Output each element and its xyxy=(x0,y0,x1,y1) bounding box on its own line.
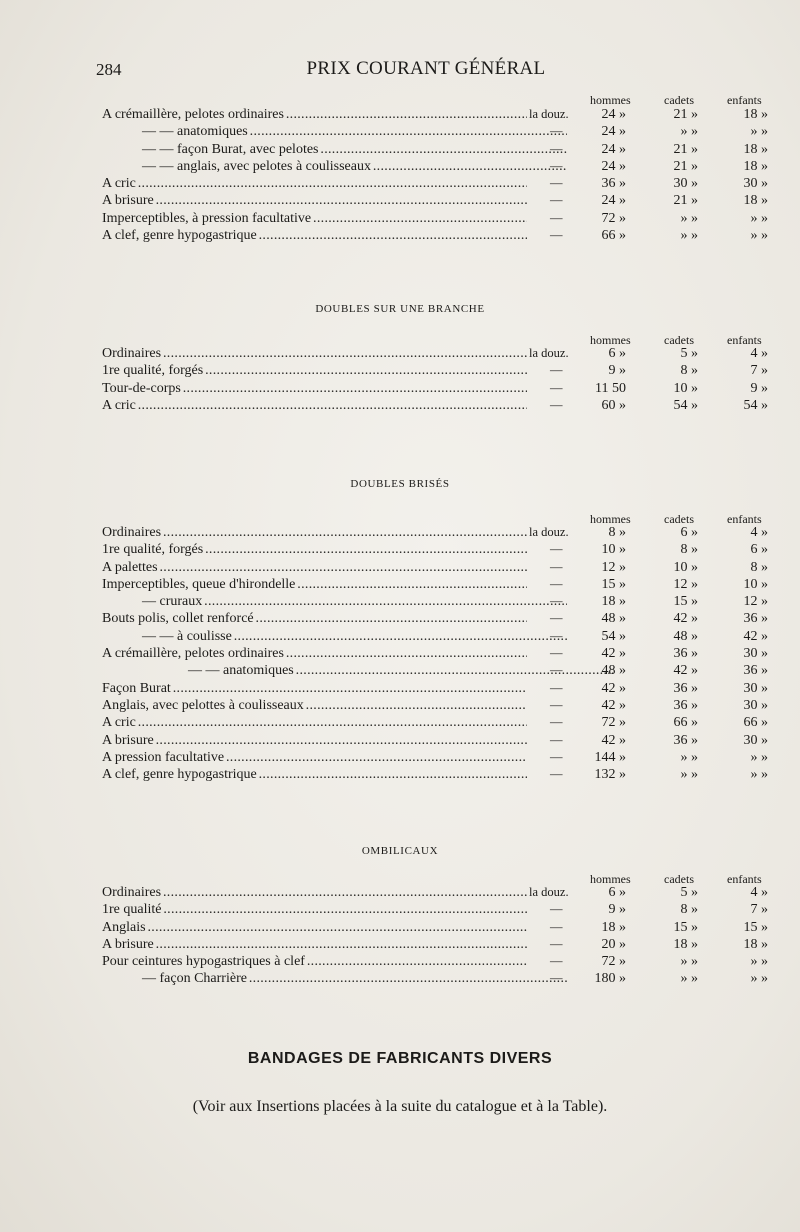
price-hommes: 20 » xyxy=(601,936,626,952)
page-header xyxy=(96,58,756,84)
item-label xyxy=(102,662,613,679)
unit-label: — xyxy=(550,732,563,747)
price-hommes: 18 » xyxy=(601,594,626,610)
item-label xyxy=(102,541,527,558)
price-hommes: 6 » xyxy=(608,346,626,361)
leader-dots xyxy=(161,525,527,540)
item-label-text: A brisure xyxy=(102,193,154,209)
item-label-text: A brisure xyxy=(102,936,154,952)
item-label xyxy=(102,380,527,397)
leader-dots xyxy=(202,594,567,609)
item-label-text: Pour ceintures hypogastriques à clef xyxy=(102,954,305,970)
price-enfants: » » xyxy=(750,767,768,783)
item-label xyxy=(102,524,527,541)
item-label xyxy=(102,714,527,731)
unit-label: — xyxy=(550,210,563,225)
price-cadets: 10 » xyxy=(673,559,698,575)
price-hommes: 8 » xyxy=(608,525,626,540)
item-label-text: A pression facultative xyxy=(102,749,225,765)
item-label-text: Imperceptibles, queue d'hirondelle xyxy=(102,576,296,592)
unit-label: — xyxy=(550,176,563,191)
price-enfants: 30 » xyxy=(743,176,768,192)
table-row xyxy=(0,610,800,627)
unit-label: — xyxy=(550,576,563,591)
price-cadets: 18 » xyxy=(673,936,698,952)
item-label xyxy=(102,106,527,123)
item-label xyxy=(102,936,527,953)
price-hommes: 12 » xyxy=(601,559,626,575)
price-cadets: 36 » xyxy=(673,732,698,748)
price-enfants: 18 » xyxy=(743,141,768,157)
item-label-text: A crémaillère, pelotes ordinaires xyxy=(102,646,284,662)
item-label-text: Ordinaires xyxy=(102,525,162,540)
item-label xyxy=(102,645,527,662)
item-label xyxy=(102,576,527,593)
item-label xyxy=(102,901,527,918)
leader-dots xyxy=(254,611,527,626)
column-header-c1: hommes xyxy=(590,93,631,107)
price-hommes: 48 » xyxy=(601,663,626,679)
price-hommes: 42 » xyxy=(601,732,626,748)
price-cadets: 21 » xyxy=(673,158,698,174)
leader-dots xyxy=(181,381,527,396)
price-cadets: 66 » xyxy=(673,715,698,731)
price-cadets: » » xyxy=(680,971,698,987)
price-enfants: 30 » xyxy=(743,697,768,713)
item-label xyxy=(102,559,527,576)
unit-label: — xyxy=(550,363,563,378)
item-label-text: A clef, genre hypogastrique xyxy=(102,228,257,244)
item-label xyxy=(102,749,527,766)
price-cadets: 8 » xyxy=(680,902,698,918)
price-cadets: 42 » xyxy=(673,663,698,679)
unit-label: — xyxy=(550,158,563,173)
unit-label: — xyxy=(550,902,563,917)
table-row xyxy=(0,919,800,936)
price-hommes: 72 » xyxy=(601,210,626,226)
leader-dots xyxy=(247,971,567,986)
item-label-text: A cric xyxy=(102,397,136,413)
item-label-text: A palettes xyxy=(102,559,158,575)
price-cadets: » » xyxy=(680,124,698,140)
leader-dots xyxy=(161,902,527,917)
price-hommes: 24 » xyxy=(601,158,626,174)
item-label xyxy=(102,766,527,783)
column-header-c3: enfants xyxy=(727,93,762,107)
price-enfants: 30 » xyxy=(743,680,768,696)
price-hommes: 72 » xyxy=(601,954,626,970)
item-label xyxy=(102,680,527,697)
price-enfants: 66 » xyxy=(743,715,768,731)
price-cadets: 30 » xyxy=(673,176,698,192)
leader-dots xyxy=(284,646,527,661)
table-row xyxy=(0,158,800,175)
price-cadets: 36 » xyxy=(673,680,698,696)
leader-dots xyxy=(203,363,527,378)
price-cadets: 54 » xyxy=(673,397,698,413)
item-label-text: A crémaillère, pelotes ordinaires xyxy=(102,107,284,122)
price-hommes: 180 » xyxy=(594,971,626,987)
table-row xyxy=(0,210,800,227)
unit-label: — xyxy=(550,594,563,609)
price-enfants: » » xyxy=(750,124,768,140)
unit-label: — xyxy=(550,663,563,678)
item-label-text: A clef, genre hypogastrique xyxy=(102,767,257,783)
item-label xyxy=(102,628,567,645)
leader-dots xyxy=(136,398,527,413)
price-cadets: » » xyxy=(680,767,698,783)
price-enfants: » » xyxy=(750,749,768,765)
unit-label: — xyxy=(550,749,563,764)
item-label-text: Bouts polis, collet renforcé xyxy=(102,611,254,627)
table-row xyxy=(0,680,800,697)
price-rows xyxy=(0,884,800,988)
unit-label: la douz. xyxy=(529,107,569,121)
table-row xyxy=(0,901,800,918)
table-row xyxy=(0,576,800,593)
table-row xyxy=(0,141,800,158)
price-hommes: 42 » xyxy=(601,646,626,662)
unit-label: la douz. xyxy=(529,346,569,360)
leader-dots xyxy=(257,767,527,782)
leader-dots xyxy=(257,228,527,243)
price-cadets: 48 » xyxy=(673,628,698,644)
item-label-text: Anglais, avec pelottes à coulisseaux xyxy=(102,697,304,713)
table-row xyxy=(0,175,800,192)
table-row xyxy=(0,628,800,645)
table-row xyxy=(0,953,800,970)
price-hommes: 11 50 xyxy=(595,380,626,396)
price-enfants: 6 » xyxy=(750,542,768,558)
item-label-text: A cric xyxy=(102,715,136,731)
item-label xyxy=(102,593,567,610)
leader-dots xyxy=(154,937,527,952)
item-label xyxy=(102,610,527,627)
unit-label: — xyxy=(550,542,563,557)
column-header-c2: cadets xyxy=(664,93,694,107)
column-header-c2: cadets xyxy=(664,512,694,526)
unit-label: — xyxy=(550,954,563,969)
price-enfants: 4 » xyxy=(750,885,768,900)
item-label-text: Tour-de-corps xyxy=(102,380,181,396)
price-enfants: 36 » xyxy=(743,663,768,679)
item-label xyxy=(102,210,527,227)
item-label-text: 1re qualité, forgés xyxy=(102,542,204,558)
table-row xyxy=(0,884,800,901)
unit-label: — xyxy=(550,767,563,782)
section-title: DOUBLES SUR UNE BRANCHE xyxy=(315,303,485,315)
column-header-c2: cadets xyxy=(664,872,694,886)
item-label xyxy=(102,953,527,970)
item-label xyxy=(102,919,527,936)
footer-note xyxy=(0,1098,800,1116)
price-hommes: 132 » xyxy=(594,767,626,783)
price-hommes: 48 » xyxy=(601,611,626,627)
leader-dots xyxy=(154,733,527,748)
price-enfants: 30 » xyxy=(743,646,768,662)
unit-label: — xyxy=(550,697,563,712)
item-label-text: A cric xyxy=(102,176,136,192)
price-enfants: 9 » xyxy=(750,380,768,396)
item-label-text: — — anglais, avec pelotes à coulisseaux xyxy=(142,158,371,174)
table-row xyxy=(0,524,800,541)
price-enfants: 18 » xyxy=(743,936,768,952)
price-enfants: » » xyxy=(750,971,768,987)
price-cadets: 42 » xyxy=(673,611,698,627)
item-label xyxy=(102,158,567,175)
item-label-text: Façon Burat xyxy=(102,680,171,696)
price-enfants: 30 » xyxy=(743,732,768,748)
price-cadets: 8 » xyxy=(680,363,698,379)
price-cadets: 15 » xyxy=(673,594,698,610)
price-hommes: 36 » xyxy=(601,176,626,192)
price-hommes: 60 » xyxy=(601,397,626,413)
table-row xyxy=(0,397,800,414)
item-label xyxy=(102,732,527,749)
price-hommes: 24 » xyxy=(601,141,626,157)
leader-dots xyxy=(136,176,527,191)
table-row xyxy=(0,380,800,397)
unit-label: — xyxy=(550,193,563,208)
section-title: DOUBLES BRISÉS xyxy=(350,478,450,490)
table-row xyxy=(0,345,800,362)
column-header-c1: hommes xyxy=(590,512,631,526)
price-hommes: 144 » xyxy=(594,749,626,765)
item-label-text: — — façon Burat, avec pelotes xyxy=(142,141,319,157)
price-enfants: » » xyxy=(750,228,768,244)
price-cadets: 8 » xyxy=(680,542,698,558)
price-hommes: 42 » xyxy=(601,697,626,713)
price-enfants: 18 » xyxy=(743,158,768,174)
price-enfants: 18 » xyxy=(743,193,768,209)
item-label xyxy=(102,227,527,244)
price-enfants: 4 » xyxy=(750,525,768,540)
price-hommes: 54 » xyxy=(601,628,626,644)
price-enfants: » » xyxy=(750,954,768,970)
unit-label: — xyxy=(550,680,563,695)
leader-dots xyxy=(171,681,527,696)
unit-label: — xyxy=(550,628,563,643)
item-label-text: — cruraux xyxy=(142,594,203,610)
table-row xyxy=(0,227,800,244)
leader-dots xyxy=(319,142,568,157)
leader-dots xyxy=(136,715,527,730)
leader-dots xyxy=(203,542,527,557)
running-head: PRIX COURANT GÉNÉRAL xyxy=(306,58,546,79)
column-header-c1: hommes xyxy=(590,872,631,886)
leader-dots xyxy=(311,211,527,226)
price-cadets: 15 » xyxy=(673,919,698,935)
table-row xyxy=(0,106,800,123)
table-row xyxy=(0,645,800,662)
leader-dots xyxy=(161,885,527,900)
price-rows xyxy=(0,345,800,414)
item-label xyxy=(102,175,527,192)
price-hommes: 9 » xyxy=(608,363,626,379)
price-hommes: 24 » xyxy=(601,193,626,209)
table-row xyxy=(0,559,800,576)
table-row xyxy=(0,749,800,766)
price-cadets: 21 » xyxy=(673,141,698,157)
column-header-c3: enfants xyxy=(727,872,762,886)
price-cadets: 36 » xyxy=(673,646,698,662)
item-label xyxy=(102,697,527,714)
table-row xyxy=(0,714,800,731)
item-label xyxy=(102,141,567,158)
unit-label: la douz. xyxy=(529,525,569,539)
item-label-text: Anglais xyxy=(102,919,146,935)
section-title: OMBILICAUX xyxy=(361,845,439,857)
column-header-c3: enfants xyxy=(727,333,762,347)
price-enfants: 54 » xyxy=(743,397,768,413)
price-enfants: 12 » xyxy=(743,594,768,610)
table-row xyxy=(0,732,800,749)
price-hommes: 18 » xyxy=(601,919,626,935)
price-hommes: 24 » xyxy=(601,107,626,122)
unit-label: — xyxy=(550,971,563,986)
item-label-text: Ordinaires xyxy=(102,346,162,361)
leader-dots xyxy=(295,577,527,592)
price-cadets: 21 » xyxy=(673,107,698,122)
price-hommes: 10 » xyxy=(601,542,626,558)
price-enfants: 36 » xyxy=(743,611,768,627)
column-header-c3: enfants xyxy=(727,512,762,526)
leader-dots xyxy=(304,698,527,713)
item-label xyxy=(102,123,567,140)
item-label-text: — — à coulisse xyxy=(142,628,232,644)
price-hommes: 24 » xyxy=(601,124,626,140)
unit-label: — xyxy=(550,559,563,574)
table-row xyxy=(0,123,800,140)
price-cadets: 10 » xyxy=(673,380,698,396)
price-hommes: 72 » xyxy=(601,715,626,731)
leader-dots xyxy=(305,954,527,969)
price-hommes: 42 » xyxy=(601,680,626,696)
price-cadets: » » xyxy=(680,210,698,226)
price-cadets: » » xyxy=(680,228,698,244)
item-label xyxy=(102,192,527,209)
unit-label: — xyxy=(550,124,563,139)
item-label xyxy=(102,362,527,379)
unit-label: — xyxy=(550,228,563,243)
price-hommes: 9 » xyxy=(608,902,626,918)
leader-dots xyxy=(146,920,527,935)
item-label-text: 1re qualité, forgés xyxy=(102,363,204,379)
unit-label: — xyxy=(550,380,563,395)
table-row xyxy=(0,662,800,679)
price-rows xyxy=(0,524,800,783)
price-enfants: 8 » xyxy=(750,559,768,575)
price-enfants: 7 » xyxy=(750,363,768,379)
table-row xyxy=(0,936,800,953)
price-cadets: 21 » xyxy=(673,193,698,209)
unit-label: — xyxy=(550,611,563,626)
price-cadets: 12 » xyxy=(673,576,698,592)
item-label xyxy=(102,345,527,362)
item-label xyxy=(102,970,567,987)
unit-label: — xyxy=(550,141,563,156)
leader-dots xyxy=(371,159,567,174)
unit-label: — xyxy=(550,715,563,730)
item-label-text: A brisure xyxy=(102,732,154,748)
leader-dots xyxy=(284,107,527,122)
unit-label: — xyxy=(550,646,563,661)
unit-label: la douz. xyxy=(529,885,569,899)
item-label-text: Imperceptibles, à pression facultative xyxy=(102,210,312,226)
price-hommes: 15 » xyxy=(601,576,626,592)
price-cadets: 5 » xyxy=(680,885,698,900)
leader-dots xyxy=(224,750,527,765)
table-row xyxy=(0,541,800,558)
table-row xyxy=(0,697,800,714)
item-label xyxy=(102,397,527,414)
price-hommes: 6 » xyxy=(608,885,626,900)
price-cadets: 6 » xyxy=(680,525,698,540)
price-cadets: » » xyxy=(680,749,698,765)
price-rows xyxy=(0,106,800,244)
page-number: 284 xyxy=(96,60,122,79)
price-enfants: 42 » xyxy=(743,628,768,644)
column-header-c2: cadets xyxy=(664,333,694,347)
unit-label: — xyxy=(550,936,563,951)
leader-dots xyxy=(154,193,527,208)
item-label-text: — façon Charrière xyxy=(142,971,247,987)
price-cadets: 5 » xyxy=(680,346,698,361)
footer-note-text: (Voir aux Insertions placées à la suite du catalogue et à la Table). xyxy=(192,1098,608,1115)
table-row xyxy=(0,970,800,987)
table-row xyxy=(0,766,800,783)
unit-label: — xyxy=(550,397,563,412)
item-label-text: — — anatomiques xyxy=(188,663,294,679)
footer-title: BANDAGES DE FABRICANTS DIVERS xyxy=(247,1050,553,1067)
price-enfants: 4 » xyxy=(750,346,768,361)
leader-dots xyxy=(161,346,527,361)
column-header-c1: hommes xyxy=(590,333,631,347)
table-row xyxy=(0,362,800,379)
table-row xyxy=(0,192,800,209)
price-enfants: 7 » xyxy=(750,902,768,918)
price-cadets: » » xyxy=(680,954,698,970)
price-hommes: 66 » xyxy=(601,228,626,244)
item-label-text: — — anatomiques xyxy=(142,124,248,140)
unit-label: — xyxy=(550,919,563,934)
item-label-text: 1re qualité xyxy=(102,902,162,918)
item-label xyxy=(102,884,527,901)
price-enfants: 10 » xyxy=(743,576,768,592)
price-enfants: 18 » xyxy=(743,107,768,122)
leader-dots xyxy=(158,560,527,575)
table-row xyxy=(0,593,800,610)
leader-dots xyxy=(232,629,567,644)
leader-dots xyxy=(248,124,567,139)
price-enfants: » » xyxy=(750,210,768,226)
price-cadets: 36 » xyxy=(673,697,698,713)
item-label-text: Ordinaires xyxy=(102,885,162,900)
price-enfants: 15 » xyxy=(743,919,768,935)
